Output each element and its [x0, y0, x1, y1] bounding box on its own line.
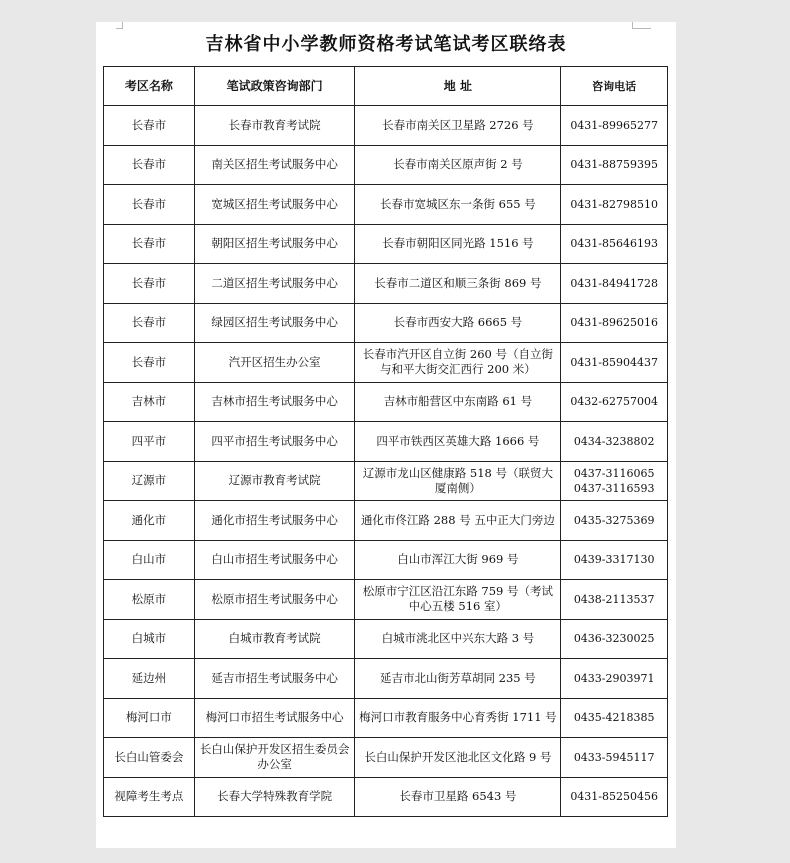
cell-address: 长春市西安大路 6665 号	[355, 303, 561, 343]
cell-area: 长春市	[104, 145, 195, 185]
header-dept: 笔试政策咨询部门	[194, 67, 355, 106]
cell-area: 白山市	[104, 540, 195, 580]
cell-phone: 0433-2903971	[561, 659, 668, 699]
table-header-row	[104, 67, 668, 106]
cell-phone: 0431-82798510	[561, 185, 668, 225]
cell-address: 四平市铁西区英雄大路 1666 号	[355, 422, 561, 462]
cell-phone: 0439-3317130	[561, 540, 668, 580]
cell-phone: 0435-4218385	[561, 698, 668, 738]
cell-area: 通化市	[104, 501, 195, 541]
cell-phone: 0431-85646193	[561, 224, 668, 264]
cell-address: 松原市宁江区沿江东路 759 号（考试中心五楼 516 室）	[355, 580, 561, 620]
header-area: 考区名称	[104, 67, 195, 106]
cell-dept: 长春市教育考试院	[194, 106, 355, 146]
header-address: 地 址	[355, 67, 561, 106]
cell-area: 延边州	[104, 659, 195, 699]
cell-address: 通化市佟江路 288 号 五中正大门旁边	[355, 501, 561, 541]
document-title: 吉林省中小学教师资格考试笔试考区联络表	[205, 34, 567, 55]
cell-dept: 绿园区招生考试服务中心	[194, 303, 355, 343]
cell-dept: 梅河口市招生考试服务中心	[194, 698, 355, 738]
cell-area: 长白山管委会	[104, 738, 195, 778]
cell-address: 长春市卫星路 6543 号	[355, 777, 561, 817]
cell-dept: 吉林市招生考试服务中心	[194, 382, 355, 422]
cell-area: 长春市	[104, 303, 195, 343]
table-row	[104, 382, 668, 422]
cell-address: 长春市南关区卫星路 2726 号	[355, 106, 561, 146]
table-row	[104, 501, 668, 541]
cell-phone: 0431-88759395	[561, 145, 668, 185]
cell-dept: 松原市招生考试服务中心	[194, 580, 355, 620]
contact-table	[103, 66, 668, 817]
cell-address: 白城市洮北区中兴东大路 3 号	[355, 619, 561, 659]
table-row	[104, 106, 668, 146]
table-row	[104, 224, 668, 264]
cell-phone: 0431-89625016	[561, 303, 668, 343]
cell-address: 辽源市龙山区健康路 518 号（联贸大厦南侧）	[355, 461, 561, 501]
cell-address: 延吉市北山街芳草胡同 235 号	[355, 659, 561, 699]
cell-area: 吉林市	[104, 382, 195, 422]
cell-phone: 0431-85904437	[561, 343, 668, 383]
cell-address: 长春市朝阳区同光路 1516 号	[355, 224, 561, 264]
cell-dept: 长白山保护开发区招生委员会办公室	[194, 738, 355, 778]
table-row	[104, 422, 668, 462]
cell-area: 长春市	[104, 106, 195, 146]
cell-area: 长春市	[104, 185, 195, 225]
table-row	[104, 264, 668, 304]
cell-phone: 0433-5945117	[561, 738, 668, 778]
table-row	[104, 343, 668, 383]
cell-dept: 延吉市招生考试服务中心	[194, 659, 355, 699]
table-row	[104, 540, 668, 580]
cell-area: 梅河口市	[104, 698, 195, 738]
cell-dept: 白城市教育考试院	[194, 619, 355, 659]
phone-line: 0437-3116065	[573, 466, 655, 480]
cell-dept: 汽开区招生办公室	[194, 343, 355, 383]
table-row	[104, 580, 668, 620]
cell-phone: 0436-3230025	[561, 619, 668, 659]
cell-dept: 辽源市教育考试院	[194, 461, 355, 501]
header-phone: 咨询电话	[561, 67, 668, 106]
cell-phone: 0435-3275369	[561, 501, 668, 541]
cell-address: 长春市宽城区东一条街 655 号	[355, 185, 561, 225]
cell-dept: 四平市招生考试服务中心	[194, 422, 355, 462]
table-row	[104, 738, 668, 778]
table-row	[104, 777, 668, 817]
cell-phone: 0432-62757004	[561, 382, 668, 422]
cell-area: 视障考生考点	[104, 777, 195, 817]
cell-dept: 宽城区招生考试服务中心	[194, 185, 355, 225]
cell-address: 吉林市船营区中东南路 61 号	[355, 382, 561, 422]
cell-area: 辽源市	[104, 461, 195, 501]
cell-address: 长春市二道区和顺三条街 869 号	[355, 264, 561, 304]
cell-dept: 朝阳区招生考试服务中心	[194, 224, 355, 264]
table-row	[104, 461, 668, 501]
page-corner-mark	[632, 22, 651, 29]
cell-dept: 南关区招生考试服务中心	[194, 145, 355, 185]
cell-dept: 长春大学特殊教育学院	[194, 777, 355, 817]
cell-area: 松原市	[104, 580, 195, 620]
cell-address: 白山市浑江大街 969 号	[355, 540, 561, 580]
cell-dept: 通化市招生考试服务中心	[194, 501, 355, 541]
table-row	[104, 185, 668, 225]
cell-area: 白城市	[104, 619, 195, 659]
cell-phone: 0434-3238802	[561, 422, 668, 462]
cell-phone: 0431-85250456	[561, 777, 668, 817]
table-row	[104, 698, 668, 738]
cell-area: 长春市	[104, 264, 195, 304]
cell-area: 长春市	[104, 224, 195, 264]
table-row	[104, 659, 668, 699]
cell-address: 梅河口市教育服务中心育秀街 1711 号	[355, 698, 561, 738]
cell-phone: 0431-89965277	[561, 106, 668, 146]
cell-dept: 二道区招生考试服务中心	[194, 264, 355, 304]
phone-line: 0437-3116593	[573, 481, 655, 495]
cell-phone: 0438-2113537	[561, 580, 668, 620]
cell-address: 长春市汽开区自立街 260 号（自立街与和平大街交汇西行 200 米）	[355, 343, 561, 383]
cell-dept: 白山市招生考试服务中心	[194, 540, 355, 580]
table-row	[104, 303, 668, 343]
table-row	[104, 145, 668, 185]
cell-address: 长白山保护开发区池北区文化路 9 号	[355, 738, 561, 778]
cell-area: 长春市	[104, 343, 195, 383]
table-row	[104, 619, 668, 659]
cell-area: 四平市	[104, 422, 195, 462]
cell-address: 长春市南关区原声街 2 号	[355, 145, 561, 185]
page-corner-mark	[116, 22, 123, 29]
cell-phone	[561, 461, 668, 501]
cell-phone: 0431-84941728	[561, 264, 668, 304]
